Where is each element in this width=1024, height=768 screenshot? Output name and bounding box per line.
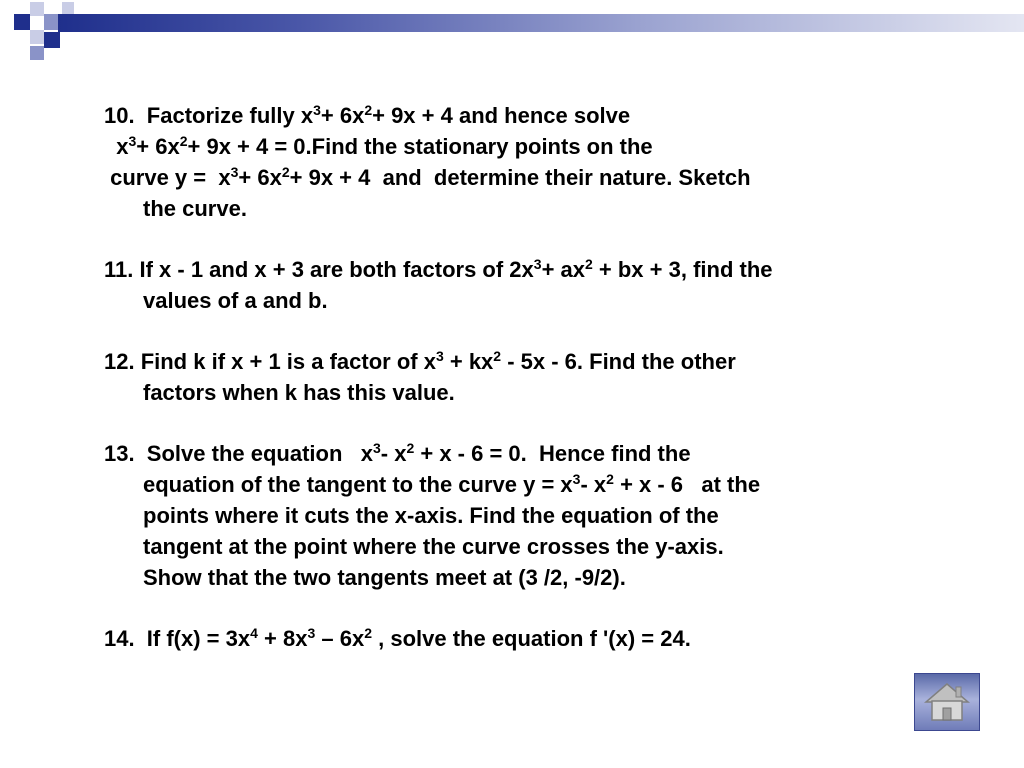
- exponent: 2: [493, 348, 502, 364]
- question-line: [104, 469, 924, 500]
- decor-square: [30, 46, 44, 60]
- header-gradient-bar: [58, 14, 1024, 32]
- exponent: 4: [250, 625, 258, 641]
- question-11: [104, 254, 924, 316]
- text-segment: + 6x: [238, 165, 282, 190]
- exponent: 3: [230, 164, 239, 180]
- exponent: 2: [364, 102, 373, 118]
- text-segment: + x - 6 at the: [613, 472, 761, 497]
- exponent: 3: [313, 102, 321, 118]
- question-line: [104, 623, 924, 654]
- question-line: [104, 500, 924, 531]
- exponent: 3: [372, 440, 381, 456]
- exponent: 3: [533, 256, 542, 272]
- questions-list: [104, 100, 924, 684]
- question-line: [104, 531, 924, 562]
- text-segment: x: [104, 134, 129, 159]
- text-segment: points where it cuts the x-axis. Find the equation of the: [143, 503, 719, 528]
- text-segment: factors when k has this value.: [143, 380, 455, 405]
- decor-square: [44, 32, 60, 48]
- text-segment: curve y = x: [104, 165, 231, 190]
- text-segment: + ax: [541, 257, 585, 282]
- text-segment: values of a and b.: [143, 288, 328, 313]
- text-segment: 10. Factorize fully x: [104, 103, 314, 128]
- exponent: 2: [179, 133, 188, 149]
- text-segment: + 9x + 4 and hence solve: [372, 103, 631, 128]
- exponent: 2: [406, 440, 415, 456]
- text-segment: 11. If x - 1 and x + 3 are both factors of 2x: [104, 257, 534, 282]
- text-segment: + x - 6 = 0. Hence find the: [414, 441, 691, 466]
- question-line: [104, 285, 924, 316]
- decor-square: [30, 2, 44, 16]
- exponent: 3: [128, 133, 137, 149]
- question-line: [104, 562, 924, 593]
- exponent: 3: [435, 348, 444, 364]
- exponent: 3: [307, 625, 316, 641]
- text-segment: + bx + 3, find the: [592, 257, 773, 282]
- text-segment: 14. If f(x) = 3x: [104, 626, 251, 651]
- exponent: 2: [364, 625, 372, 641]
- question-line: [104, 346, 924, 377]
- text-segment: + kx: [443, 349, 494, 374]
- exponent: 3: [572, 471, 581, 487]
- question-line: [104, 162, 924, 193]
- text-segment: Show that the two tangents meet at (3 /2, -9/2).: [143, 565, 626, 590]
- question-line: [104, 254, 924, 285]
- text-segment: - 5x - 6. Find the other: [501, 349, 736, 374]
- question-14: [104, 623, 924, 654]
- exponent: 2: [585, 256, 593, 272]
- text-segment: – 6x: [315, 626, 365, 651]
- question-line: [104, 100, 924, 131]
- text-segment: + 8x: [257, 626, 308, 651]
- text-segment: 12. Find k if x + 1 is a factor of x: [104, 349, 436, 374]
- text-segment: - x: [580, 472, 607, 497]
- home-button[interactable]: [914, 673, 980, 731]
- exponent: 2: [281, 164, 290, 180]
- decor-square: [30, 30, 44, 44]
- text-segment: + 9x + 4 = 0.Find the stationary points on the: [187, 134, 653, 159]
- home-icon: [923, 681, 971, 723]
- question-line: [104, 193, 924, 224]
- text-segment: equation of the tangent to the curve y = x: [143, 472, 573, 497]
- text-segment: the curve.: [143, 196, 247, 221]
- question-10: [104, 100, 924, 224]
- text-segment: - x: [380, 441, 407, 466]
- question-line: [104, 377, 924, 408]
- text-segment: + 6x: [320, 103, 365, 128]
- decor-square: [14, 14, 30, 30]
- decor-square: [44, 14, 58, 30]
- decor-square: [62, 2, 74, 14]
- question-12: [104, 346, 924, 408]
- text-segment: 13. Solve the equation x: [104, 441, 373, 466]
- question-13: [104, 438, 924, 593]
- text-segment: + 9x + 4 and determine their nature. Sketch: [289, 165, 751, 190]
- text-segment: + 6x: [136, 134, 180, 159]
- text-segment: , solve the equation f '(x) = 24.: [372, 626, 691, 651]
- exponent: 2: [606, 471, 614, 487]
- question-line: [104, 438, 924, 469]
- text-segment: tangent at the point where the curve crosses the y-axis.: [143, 534, 724, 559]
- question-line: [104, 131, 924, 162]
- header-decoration: [0, 0, 1024, 64]
